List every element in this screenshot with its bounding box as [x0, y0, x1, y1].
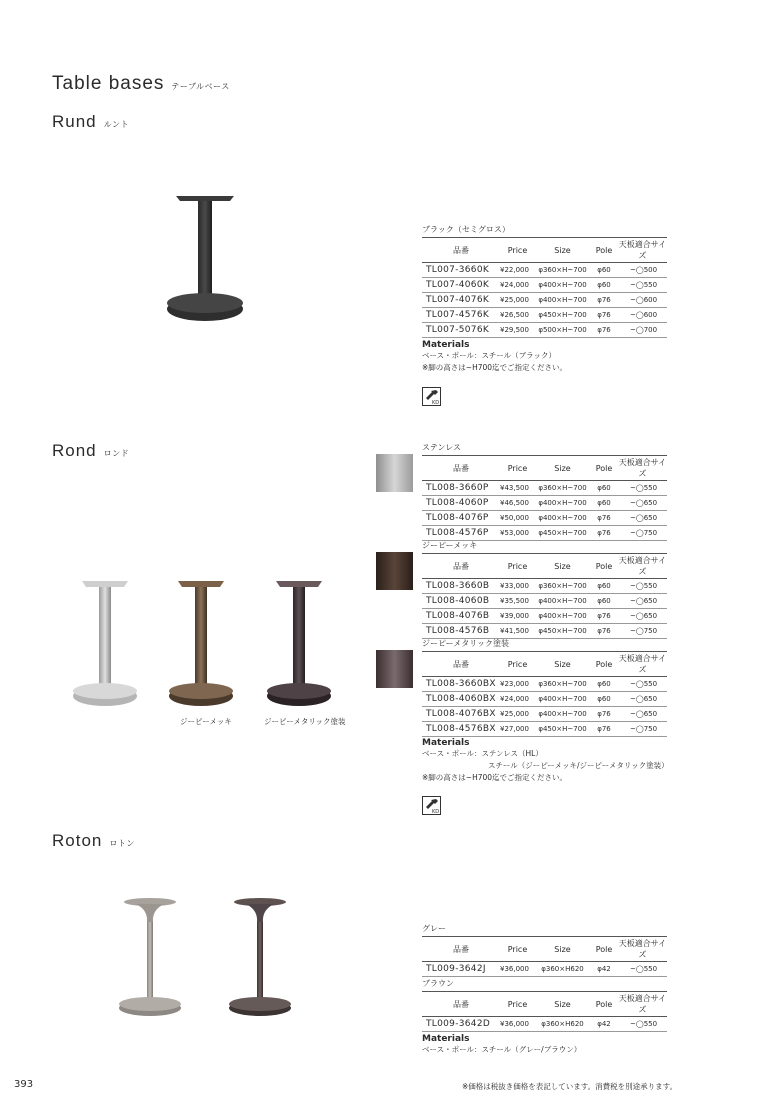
footer-note: ※価格は税抜き価格を表記しています。消費税を別途承ります。	[462, 1082, 678, 1091]
table-header-row: 品番 Price Size Pole 天板適合サイズ	[422, 992, 667, 1017]
rond-variant-label: ジーピーメッキ	[422, 541, 478, 550]
section-title-rund: Rund ルント	[52, 112, 129, 131]
table-header-row	[422, 238, 667, 263]
col-pole: Pole	[590, 238, 618, 263]
rond-variant-label: ステンレス	[422, 443, 461, 452]
roton-materials: Materials ベース・ポール：スチール（グレー/ブラウン）	[422, 1034, 582, 1054]
rond-spec-table-gp-metallic	[422, 651, 667, 737]
swatch-gp-plating	[376, 552, 413, 590]
table-header-row: 品番 Price Size Pole 天板適合サイズ	[422, 456, 667, 481]
col-code: 品番	[422, 238, 500, 263]
rond-product-images	[70, 575, 340, 710]
swatch-stainless	[376, 454, 413, 492]
table-row: TL009-3642J ¥36,000 φ360×H620 φ42 ~◯550	[422, 962, 667, 977]
table-header-row: 品番 Price Size Pole 天板適合サイズ	[422, 554, 667, 579]
roton-spec-table-brown	[422, 991, 667, 1032]
kd-wrench-icon	[422, 796, 441, 815]
table-row: TL007-4060K ¥24,000 φ400×H~700 φ60 ~◯550	[422, 278, 667, 293]
swatch-gp-metallic	[376, 650, 413, 688]
table-row: TL008-4576B ¥41,500 φ450×H~700 φ76 ~◯750	[422, 624, 667, 639]
table-row: TL007-3660K ¥22,000 φ360×H~700 φ60 ~◯500	[422, 263, 667, 278]
roton-spec-table-grey	[422, 936, 667, 977]
svg-text:KD: KD	[432, 809, 440, 814]
page-title: Table bases テーブルベース	[52, 73, 230, 94]
svg-text:KD: KD	[432, 400, 440, 405]
table-row: TL008-4076P ¥50,000 φ400×H~700 φ76 ~◯650	[422, 511, 667, 526]
table-row: TL008-4060P ¥46,500 φ400×H~700 φ60 ~◯650	[422, 496, 667, 511]
table-header-row: 品番 Price Size Pole 天板適合サイズ	[422, 652, 667, 677]
table-row: TL007-4576K ¥26,500 φ450×H~700 φ76 ~◯600	[422, 308, 667, 323]
table-row: TL009-3642D ¥36,000 φ360×H620 φ42 ~◯550	[422, 1017, 667, 1032]
rond-spec-table-stainless	[422, 455, 667, 541]
roton-variant-label: グレー	[422, 924, 446, 933]
roton-product-images	[110, 892, 310, 1022]
table-row: TL008-4076BX ¥25,000 φ400×H~700 φ76 ~◯650	[422, 707, 667, 722]
table-header-row: 品番 Price Size Pole 天板適合サイズ	[422, 937, 667, 962]
rund-product-image	[160, 190, 250, 325]
table-row: TL008-4076B ¥39,000 φ400×H~700 φ76 ~◯650	[422, 609, 667, 624]
table-row: TL008-3660P ¥43,500 φ360×H~700 φ60 ~◯550	[422, 481, 667, 496]
roton-variant-label: ブラウン	[422, 979, 454, 988]
table-row: TL008-4576P ¥53,000 φ450×H~700 φ76 ~◯750	[422, 526, 667, 541]
rund-spec-table	[422, 237, 667, 338]
section-title-rond: Rond ロンド	[52, 441, 130, 460]
rond-variant-label: ジーピーメタリック塗装	[422, 639, 509, 648]
col-price: Price	[500, 238, 535, 263]
col-size: Size	[535, 238, 590, 263]
table-row: TL008-3660BX ¥23,000 φ360×H~700 φ60 ~◯550	[422, 677, 667, 692]
rond-materials: Materials ベース・ポール：ステンレス（HL） スチール（ジーピーメッキ/ジーピーメタリック塗装） ※脚の高さは~H700迄でご指定ください。	[422, 738, 669, 782]
table-row: TL008-4576BX ¥27,000 φ450×H~700 φ76 ~◯750	[422, 722, 667, 737]
table-row: TL007-4076K ¥25,000 φ400×H~700 φ76 ~◯600	[422, 293, 667, 308]
table-row: TL008-4060B ¥35,500 φ400×H~700 φ60 ~◯650	[422, 594, 667, 609]
rund-variant-label: ブラック（セミグロス）	[422, 225, 510, 234]
rund-materials: Materials ベース・ポール：スチール（ブラック） ※脚の高さは~H700迄でご指定ください。	[422, 340, 568, 372]
page-number: 393	[14, 1079, 34, 1090]
caption-gp-plating: ジーピーメッキ	[180, 717, 232, 726]
table-row: TL008-4060BX ¥24,000 φ400×H~700 φ60 ~◯650	[422, 692, 667, 707]
table-row: TL007-5076K ¥29,500 φ500×H~700 φ76 ~◯700	[422, 323, 667, 338]
col-fit: 天板適合サイズ	[618, 238, 667, 263]
section-title-roton: Roton ロトン	[52, 831, 135, 850]
rond-spec-table-gp-plating	[422, 553, 667, 639]
table-row: TL008-3660B ¥33,000 φ360×H~700 φ60 ~◯550	[422, 579, 667, 594]
caption-gp-metallic: ジーピーメタリック塗装	[264, 717, 346, 726]
kd-wrench-icon	[422, 387, 441, 406]
